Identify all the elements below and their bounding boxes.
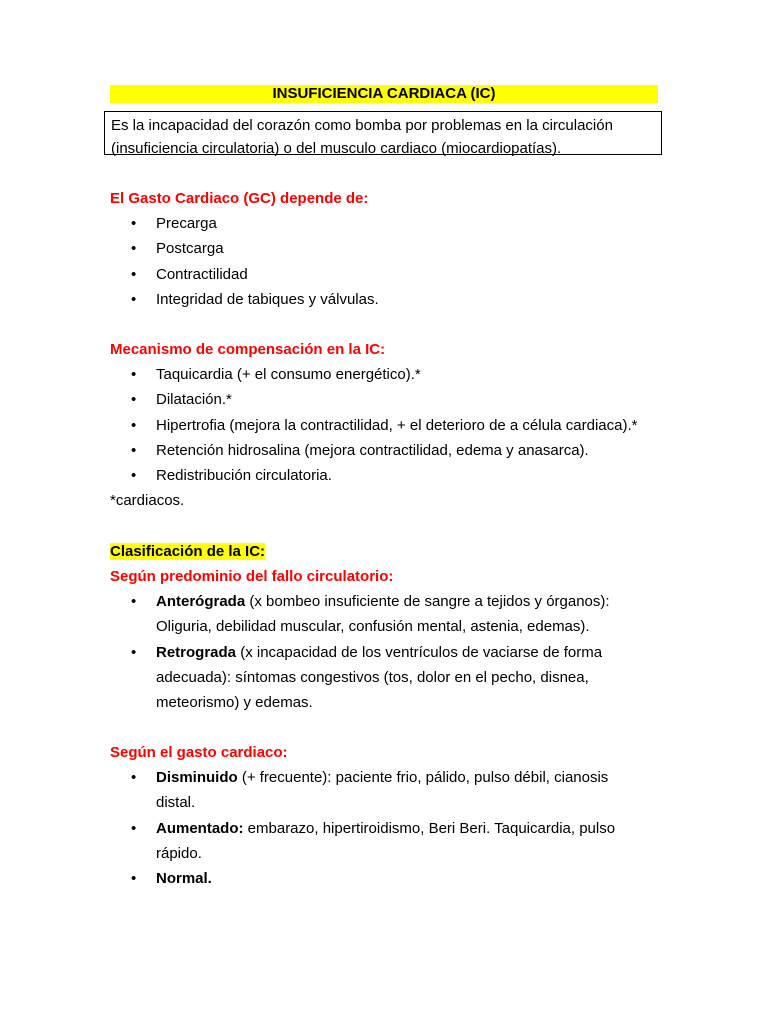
bullet-icon: • bbox=[131, 290, 137, 308]
gasto-list bbox=[0, 211, 636, 312]
bullet-icon: • bbox=[131, 240, 137, 258]
definition-box: Es la incapacidad del corazón como bomba por problemas en la circulación (insuficiencia circulatoria) o del musculo cardiaco (miocardiopatías). bbox=[104, 111, 662, 155]
list-item: • Integridad de tabiques y válvulas. bbox=[0, 287, 636, 312]
list-item: • Contractilidad bbox=[0, 262, 636, 287]
list-item: • Retrograda (x incapacidad de los ventrículos de vaciarse de forma adecuada): síntomas congestivos (tos, dolor en el pecho, disnea, meteorismo) y edemas. bbox=[0, 640, 636, 716]
bullet-icon: • bbox=[131, 467, 137, 485]
bullet-icon: • bbox=[131, 593, 137, 610]
bullet-icon: • bbox=[131, 441, 137, 459]
bullet-icon: • bbox=[131, 366, 137, 383]
clasificacion-heading bbox=[110, 542, 265, 562]
bullet-icon: • bbox=[131, 819, 137, 837]
list-item: • Disminuido (+ frecuente): paciente frio, pálido, pulso débil, cianosis distal. bbox=[0, 765, 636, 816]
list-item: • Aumentado: embarazo, hipertiroidismo, Beri Beri. Taquicardia, pulso rápido. bbox=[0, 816, 636, 867]
gasto-heading: El Gasto Cardiaco (GC) depende de: bbox=[110, 190, 369, 207]
bullet-icon: • bbox=[131, 391, 137, 409]
mecanismo-list bbox=[0, 362, 676, 488]
document-title: INSUFICIENCIA CARDIACA (IC) bbox=[110, 85, 658, 103]
bullet-icon: • bbox=[131, 265, 137, 283]
sub1-list bbox=[0, 589, 636, 715]
sub2-list bbox=[0, 765, 636, 891]
sub2-heading: Según el gasto cardiaco: bbox=[110, 744, 288, 761]
list-item: • Redistribución circulatoria. bbox=[0, 463, 636, 488]
footnote: *cardiacos. bbox=[110, 492, 185, 509]
highlighted-heading: Clasificación de la IC: bbox=[110, 543, 266, 560]
list-item: • Dilatación.* bbox=[0, 387, 636, 412]
list-item: • Postcarga bbox=[0, 236, 636, 261]
list-item: • Normal. bbox=[0, 866, 636, 891]
bullet-icon: • bbox=[131, 643, 137, 661]
mecanismo-heading: Mecanismo de compensación en la IC: bbox=[110, 341, 386, 358]
bullet-icon: • bbox=[131, 870, 137, 888]
list-item: • Precarga bbox=[0, 211, 636, 236]
list-item: • Taquicardia (+ el consumo energético).* bbox=[0, 362, 636, 387]
list-item: • Retención hidrosalina (mejora contractilidad, edema y anasarca). bbox=[0, 438, 636, 463]
list-item: • Anterógrada (x bombeo insuficiente de sangre a tejidos y órganos): Oliguria, debilidad muscular, confusión mental, astenia, edemas). bbox=[0, 589, 636, 640]
bullet-icon: • bbox=[131, 769, 137, 786]
bullet-icon: • bbox=[131, 416, 137, 434]
sub1-heading: Según predominio del fallo circulatorio: bbox=[110, 568, 394, 585]
bullet-icon: • bbox=[131, 215, 137, 232]
list-item: • Hipertrofia (mejora la contractilidad, + el deterioro de a célula cardiaca).* bbox=[0, 413, 676, 438]
